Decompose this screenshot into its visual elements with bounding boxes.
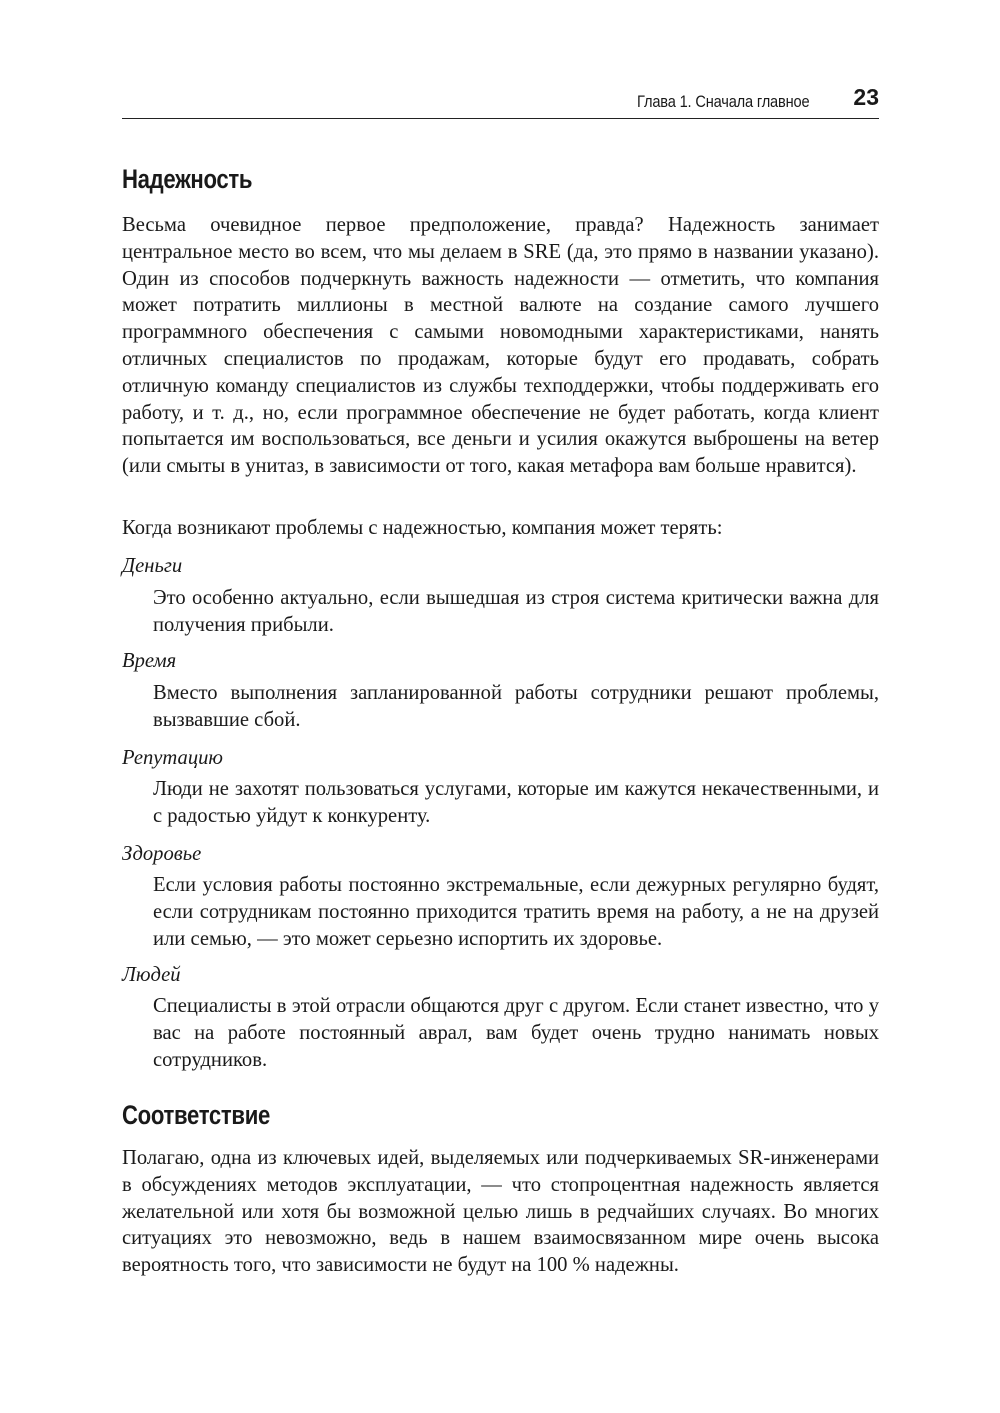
definition-people: Специалисты в этой отрасли общаются друг с другом. Если станет известно, что у вас на работе постоянный аврал, вам будет очень трудно нанимать новых сотрудников. [153, 995, 879, 1071]
definition-health: Если условия работы постоянно экстремальные, если дежурных регулярно будят, если сотрудникам постоянно приходится тратить время на работу, а не на друзей или семью, — это может серьезно испортить их здоровье. [153, 874, 879, 950]
page-number: 23 [853, 84, 879, 110]
term-health: Здоровье [122, 843, 202, 865]
section-paragraph-compliance: Полагаю, одна из ключевых идей, выделяемых или подчеркиваемых SR-инженерами в обсуждениях методов эксплуатации, — что стопроцентная надежность является желательной или хотя бы возможной целью лишь в редчайших случаях. Во многих ситуациях это невозможно, ведь в нашем взаимосвязанном мире очень высока вероятность того, что зависимости не будут на 100 % надежны. [122, 1147, 879, 1277]
section-heading-compliance: Соответствие [122, 1100, 270, 1130]
running-header [122, 84, 879, 119]
term-reputation: Репутацию [122, 747, 223, 769]
term-people: Людей [122, 964, 181, 986]
list-intro: Когда возникают проблемы с надежностью, компания может терять: [122, 517, 723, 539]
chapter-title: Глава 1. Сначала главное [636, 92, 809, 111]
section-heading-reliability: Надежность [122, 164, 253, 194]
definition-money: Это особенно актуально, если вышедшая из строя система критически важна для получения прибыли. [153, 587, 879, 636]
definition-reputation: Люди не захотят пользоваться услугами, которые им кажутся некачественными, и с радостью уйдут к конкуренту. [153, 778, 879, 827]
section-paragraph-reliability: Весьма очевидное первое предположение, правда? Надежность занимает центральное место во всем, что мы делаем в SRE (да, это прямо в названии указано). Один из способов подчеркнуть важность надежности — отметить, что компания может потратить миллионы в местной валюте на создание самого лучшего программного обеспечения с самыми новомодными характеристиками, нанять отличных специалистов по продажам, которые будут его продавать, собрать отличную команду специалистов из службы техподдержки, чтобы поддерживать его работу, и т. д., но, если программное обеспечение не будет работать, когда клиент попытается им воспользоваться, все деньги и усилия окажутся выброшены на ветер (или смыты в унитаз, в зависимости от того, какая метафора вам больше нравится). [122, 214, 879, 478]
definition-time: Вместо выполнения запланированной работы сотрудники решают проблемы, вызвавшие сбой. [153, 682, 879, 731]
term-money: Деньги [122, 555, 183, 577]
term-time: Время [122, 650, 177, 672]
